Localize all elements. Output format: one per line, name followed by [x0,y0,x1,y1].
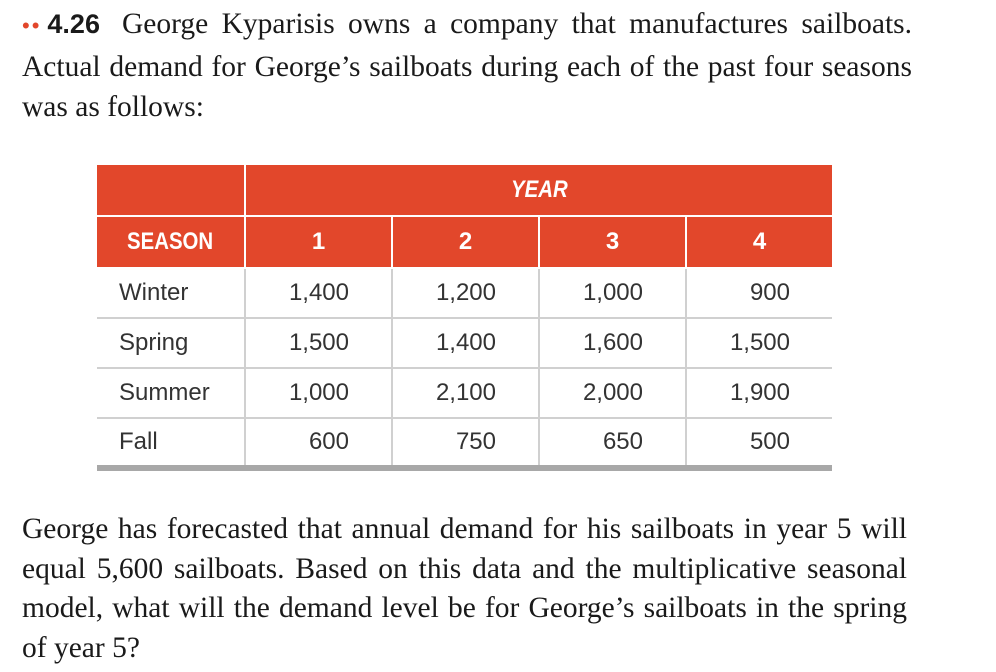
problem-number: 4.26 [47,9,100,39]
demand-cell: 2,100 [392,368,539,418]
demand-cell: 600 [245,418,392,468]
demand-cell: 1,000 [539,268,686,318]
year-header-1: 1 [245,216,392,268]
demand-cell: 500 [686,418,832,468]
year-header-3: 3 [539,216,686,268]
table-row [97,318,832,368]
table-row [97,268,832,318]
column-header-row [97,216,832,268]
season-cell: Spring [97,318,245,368]
intro-text: George Kyparisis owns a company that manufactures sailboats. Actual demand for George’s sailboats during each of the past four seasons was as follows: [22,8,912,123]
demand-cell: 900 [686,268,832,318]
year-header-2: 2 [392,216,539,268]
problem-question: George has forecasted that annual demand for his sailboats in year 5 will equal 5,600 sailboats. Based on this data and the multiplicative seasonal model, what will the demand level be for George’s sailboats in the spring of year 5? [22,513,907,664]
demand-cell: 1,600 [539,318,686,368]
year-group-header: YEAR [245,165,832,216]
demand-cell: 750 [392,418,539,468]
demand-cell: 1,900 [686,368,832,418]
demand-cell: 1,500 [686,318,832,368]
demand-cell: 1,400 [392,318,539,368]
demand-cell: 1,500 [245,318,392,368]
demand-cell: 650 [539,418,686,468]
demand-cell: 1,000 [245,368,392,418]
year-header-row [97,165,832,216]
demand-cell: 2,000 [539,368,686,418]
demand-cell: 1,400 [245,268,392,318]
season-cell: Fall [97,418,245,468]
season-cell: Summer [97,368,245,418]
demand-table [97,165,832,471]
demand-cell: 1,200 [392,268,539,318]
season-header: SEASON [97,216,245,268]
problem-intro [22,4,912,128]
season-cell: Winter [97,268,245,318]
table-row [97,368,832,418]
year-header-4: 4 [686,216,832,268]
difficulty-dots: •• [22,13,42,38]
table-row [97,418,832,468]
header-corner [97,165,245,216]
